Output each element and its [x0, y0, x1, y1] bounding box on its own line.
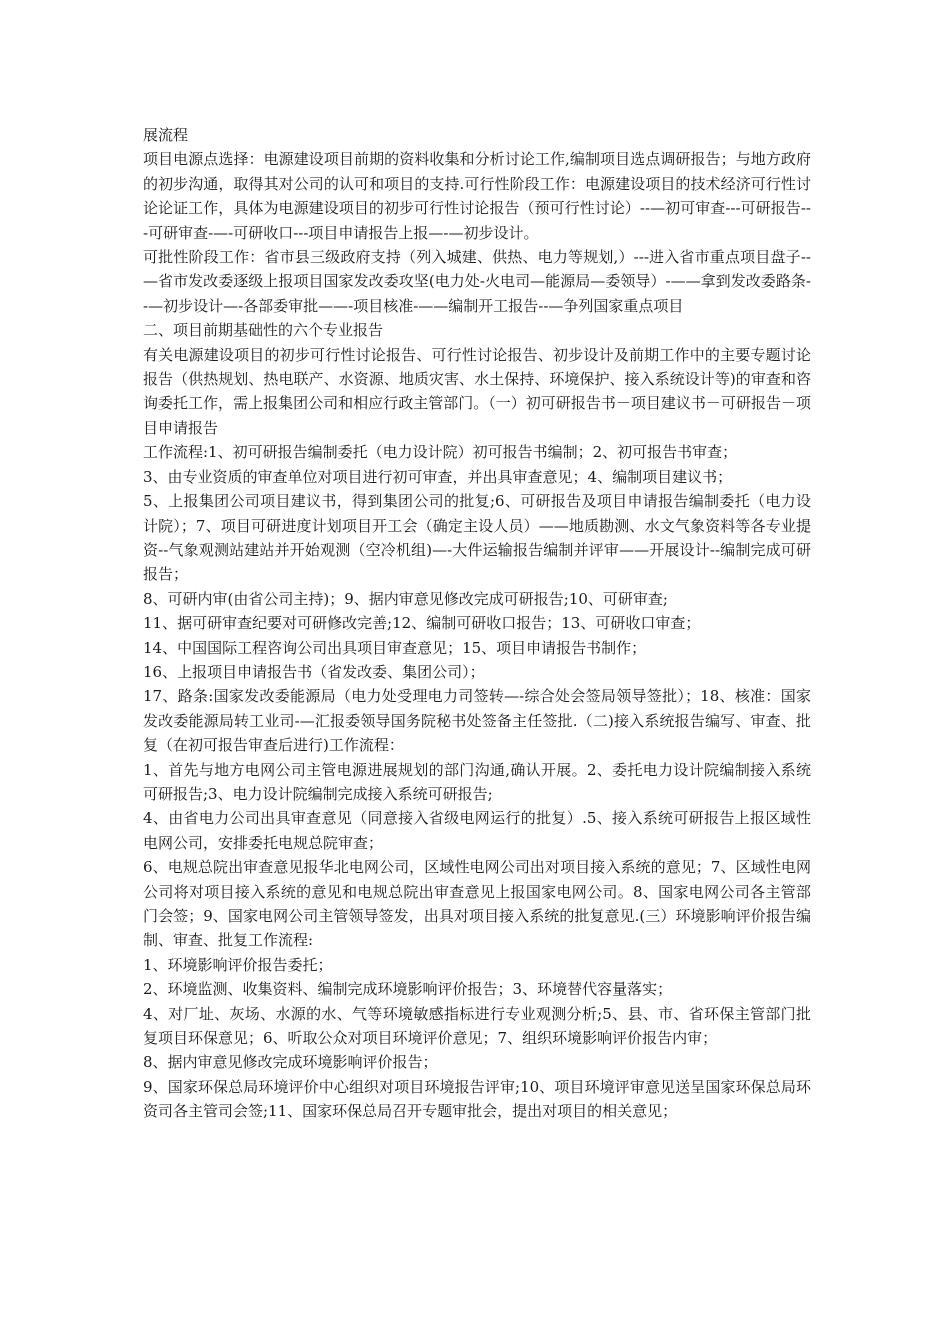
- paragraph: 工作流程:1、初可研报告编制委托（电力设计院）初可报告书编制；2、初可报告书审查；: [143, 443, 738, 462]
- paragraph: 8、可研内审(由省公司主持)；9、据内审意见修改完成可研报告;10、可研审查;: [143, 589, 668, 608]
- paragraph: 1、首先与地方电网公司主管电源进展规划的部门沟通,确认开展。2、委托电力设计院编制接入系统可研报告;3、电力设计院编制完成接入系统可研报告;: [143, 760, 811, 803]
- paragraph: 6、电规总院出审查意见报华北电网公司，区域性电网公司出对项目接入系统的意见；7、区域性电网公司将对项目接入系统的意见和电规总院出审查意见上报国家电网公司。8、国家电网公司各主管部门会签；9、国家电网公司主管领导签发，出具对项目接入系统的批复意见.(三）环境影响评价报告编制、审查、批复工作流程:: [143, 858, 811, 950]
- paragraph: 16、上报项目申请报告书（省发改委、集团公司）；: [143, 662, 485, 681]
- paragraph: 2、环境监测、收集资料、编制完成环境影响评价报告；3、环境替代容量落实；: [143, 980, 673, 999]
- paragraph: 9、国家环保总局环境评价中心组织对项目环境报告评审;10、项目环境评审意见送呈国家环保总局环资司各主管司会签;11、国家环保总局召开专题审批会，提出对项目的相关意见；: [143, 1077, 811, 1121]
- paragraph: 项目电源点选择：电源建设项目前期的资料收集和分析讨论工作,编制项目选点调研报告；与地方政府的初步沟通，取得其对公司的认可和项目的支持.可行性阶段工作：电源建设项目的技术经济可行性讨论论证工作，具体为电源建设项目的初步可行性讨论报告（预可行性讨论）--—初可审查---可研报告---可研审查-—-可研收口---项目申请报告上报—-—初步设计。: [143, 150, 811, 242]
- paragraph: 14、中国国际工程咨询公司出具项目审查意见；15、项目申请报告书制作；: [143, 638, 647, 657]
- paragraph: 5、上报集团公司项目建议书，得到集团公司的批复;6、可研报告及项目申请报告编制委托（电力设计院）；7、项目可研进度计划项目开工会（确定主设人员）——地质勘测、水文气象资料等各专业提资--气象观测站建站并开始观测（空冷机组)—-大件运输报告编制并评审——开展设计--编制完成可研报告；: [143, 492, 811, 584]
- paragraph: 3、由专业资质的审查单位对项目进行初可审查，并出具审查意见；4、编制项目建议书；: [143, 467, 733, 486]
- paragraph: 4、对厂址、灰场、水源的水、气等环境敏感指标进行专业观测分析;5、县、市、省环保主管部门批复项目环保意见；6、听取公众对项目环境评价意见；7、组织环境影响评价报告内审；: [143, 1004, 811, 1048]
- paragraph: 1、环境影响评价报告委托；: [143, 955, 333, 974]
- paragraph: 可批性阶段工作：省市县三级政府支持（列入城建、供热、电力等规划,）---进入省市重点项目盘子--—省市发改委逐级上报项目国家发改委攻坚(电力处-火电司—能源局—委领导）-——拿到发改委路条--—初步设计—-各部委审批——-项目核准-——编制开工报告--—争列国家重点项目: [143, 248, 811, 315]
- paragraph: 4、由省电力公司出具审查意见（同意接入省级电网运行的批复）.5、接入系统可研报告上报区域性电网公司，安排委托电规总院审查；: [143, 809, 811, 852]
- section-heading: 二、项目前期基础性的六个专业报告: [143, 321, 384, 340]
- paragraph: 8、据内审意见修改完成环境影响评价报告；: [143, 1053, 438, 1072]
- paragraph: 17、路条:国家发改委能源局（电力处受理电力司签转—-综合处会签局领导签批）；18、核准：国家发改委能源局转工业司-—汇报委领导国务院秘书处签备主任签批.（二)接入系统报告编写、审查、批复（在初可报告审查后进行)工作流程：: [143, 687, 811, 755]
- paragraph: 11、据可研审查纪要对可研修改完善;12、编制可研收口报告；13、可研收口审查；: [143, 614, 701, 633]
- document-body: [143, 123, 811, 1124]
- paragraph: 有关电源建设项目的初步可行性讨论报告、可行性讨论报告、初步设计及前期工作中的主要专题讨论报告（供热规划、热电联产、水资源、地质灾害、水土保持、环境保护、接入系统设计等)的审查和咨询委托工作，需上报集团公司和相应行政主管部门。（一）初可研报告书－项目建议书－可研报告－项目申请报告: [143, 345, 811, 437]
- paragraph: 展流程: [143, 126, 189, 144]
